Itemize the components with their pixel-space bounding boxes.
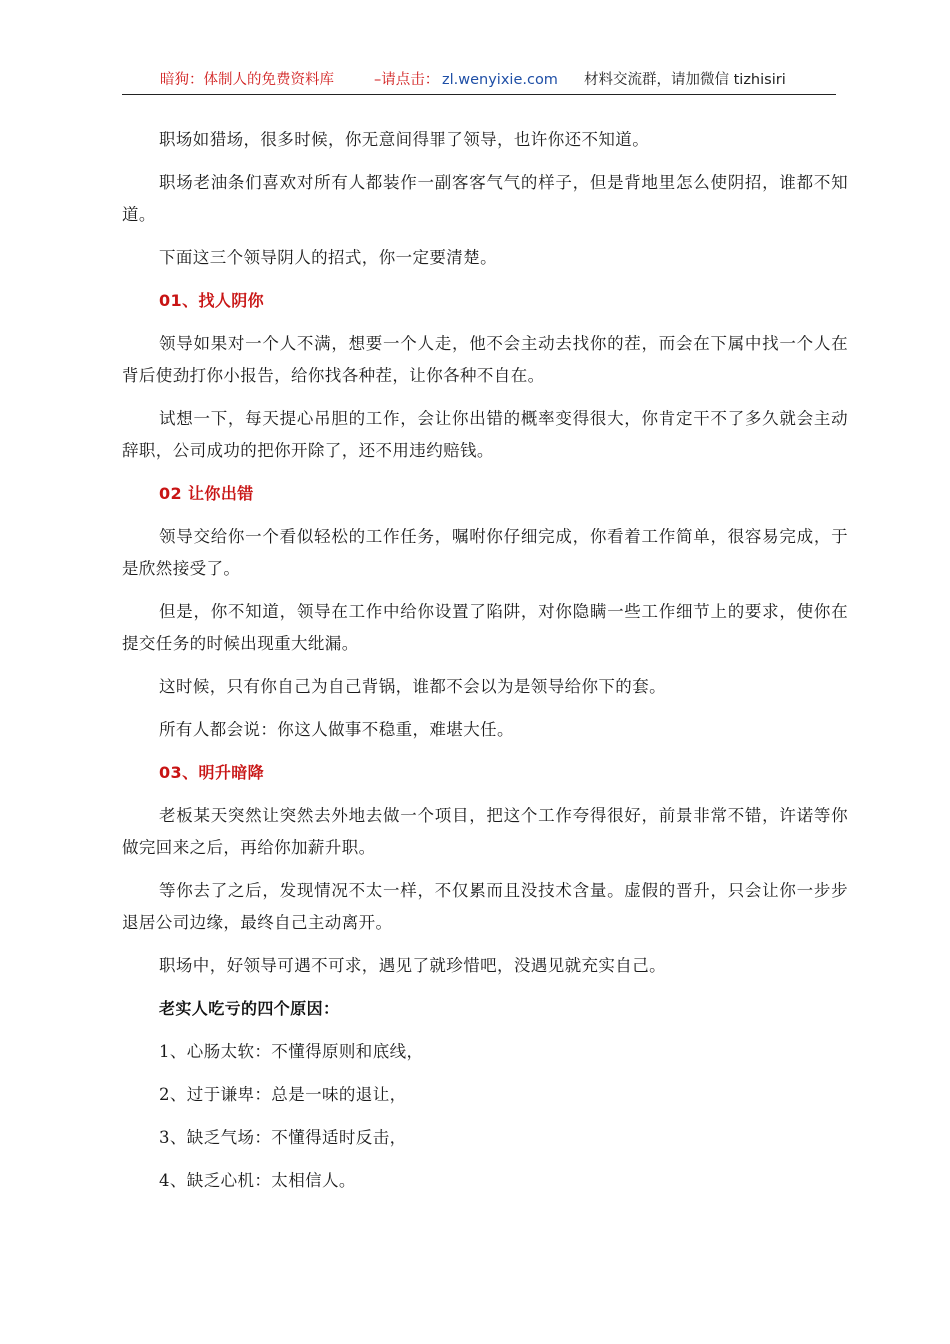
intro-paragraph: 下面这三个领导阴人的招式，你一定要清楚。: [159, 248, 497, 267]
section2-paragraph: 领导交给你一个看似轻松的工作任务，嘱咐你仔细完成，你看着工作简单，很容易完成，于是欣然接受了。: [122, 527, 848, 578]
reasons-heading: 老实人吃亏的四个原因：: [159, 999, 340, 1018]
section2-paragraph: 这时候，只有你自己为自己背锅，谁都不会以为是领导给你下的套。: [159, 677, 666, 696]
list-item: 1、心肠太软：不懂得原则和底线，: [159, 1042, 424, 1061]
intro-paragraph: 职场老油条们喜欢对所有人都装作一副客客气气的样子，但是背地里怎么使阴招，谁都不知道。: [122, 173, 848, 224]
section1-paragraph: 试想一下，每天提心吊胆的工作，会让你出错的概率变得很大，你肯定干不了多久就会主动辞职，公司成功的把你开除了，还不用违约赔钱。: [122, 409, 848, 460]
article-body: [122, 124, 848, 1208]
list-item: 4、缺乏心机：太相信人。: [159, 1171, 356, 1190]
list-item: 3、缺乏气场：不懂得适时反击，: [159, 1128, 407, 1147]
section3-paragraph: 等你去了之后，发现情况不太一样，不仅累而且没技术含量。虚假的晋升，只会让你一步步退居公司边缘，最终自己主动离开。: [122, 881, 848, 932]
list-item: 2、过于谦卑：总是一味的退让，: [159, 1085, 407, 1104]
section-heading-1: 01、找人阴你: [159, 291, 265, 310]
section2-paragraph: 所有人都会说：你这人做事不稳重，难堪大任。: [159, 720, 514, 739]
section1-paragraph: 领导如果对一个人不满，想要一个人走，他不会主动去找你的茬，而会在下属中找一个人在背后使劲打你小报告，给你找各种茬，让你各种不自在。: [122, 334, 848, 385]
section2-paragraph: 但是，你不知道，领导在工作中给你设置了陷阱，对你隐瞒一些工作细节上的要求，使你在提交任务的时候出现重大纰漏。: [122, 602, 848, 653]
section3-paragraph: 职场中，好领导可遇不可求，遇见了就珍惜吧，没遇见就充实自己。: [159, 956, 666, 975]
intro-paragraph: 职场如猎场，很多时候，你无意间得罪了领导，也许你还不知道。: [159, 130, 650, 149]
section-heading-3: 03、明升暗降: [159, 763, 265, 782]
page-header: [122, 66, 836, 95]
header-url-link[interactable]: zl.wenyixie.com: [442, 72, 558, 88]
section-heading-2: 02 让你出错: [159, 484, 254, 503]
header-title: 暗狗：体制人的免费资料库: [160, 72, 334, 88]
header-click-text: –请点击：: [374, 72, 440, 88]
header-group-text: 材料交流群，请加微信 tizhisiri: [584, 72, 786, 88]
section3-paragraph: 老板某天突然让突然去外地去做一个项目，把这个工作夸得很好，前景非常不错，许诺等你做完回来之后，再给你加薪升职。: [122, 806, 848, 857]
